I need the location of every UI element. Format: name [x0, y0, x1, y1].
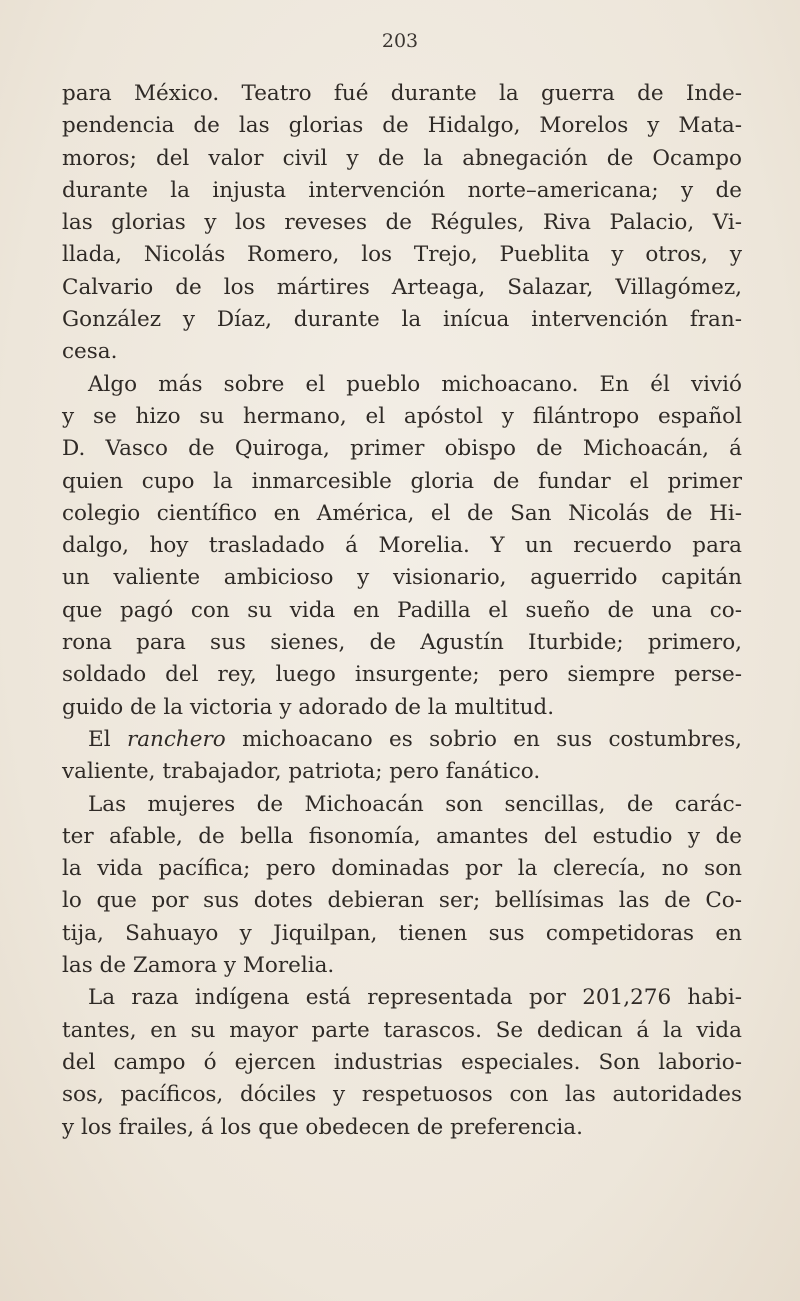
- text-line: para México. Teatro fué durante la guerra de Inde-: [62, 81, 742, 106]
- text-line: durante la injusta intervención norte–americana; y de: [62, 177, 742, 203]
- text-line: quien cupo la inmarcesible gloria de fundar el primer: [62, 468, 742, 494]
- text-line: la vida pacífica; pero dominadas por la clerecía, no son: [62, 856, 742, 882]
- text-line: colegio científico en América, el de San Nicolás de Hi-: [62, 500, 742, 526]
- text-line: y se hizo su hermano, el apóstol y filántropo español: [62, 403, 742, 429]
- text-line: guido de la victoria y adorado de la multitud.: [62, 694, 555, 720]
- text-line: tantes, en su mayor parte tarascos. Se dedican á la vida: [62, 1017, 742, 1043]
- text-line: que pagó con su vida en Padilla el sueño de una co-: [62, 597, 742, 623]
- text-line: y los frailes, á los que obedecen de preferencia.: [62, 1114, 583, 1140]
- text-line: moros; del valor civil y de la abnegación de Ocampo: [62, 145, 742, 171]
- text-line: Calvario de los mártires Arteaga, Salazar, Villagómez,: [62, 274, 742, 300]
- text-line: un valiente ambicioso y visionario, aguerrido capitán: [62, 565, 742, 591]
- text-line: ter afable, de bella fisonomía, amantes del estudio y de: [62, 823, 742, 849]
- italic-term: ranchero: [126, 726, 226, 752]
- text-fragment: El: [88, 726, 111, 752]
- text-line: soldado del rey, luego insurgente; pero siempre perse-: [62, 662, 742, 688]
- text-line: [62, 724, 742, 756]
- text-line: D. Vasco de Quiroga, primer obispo de Michoacán, á: [62, 436, 742, 462]
- text-fragment: michoacano es sobrio en sus costumbres,: [242, 726, 742, 752]
- text-line: del campo ó ejercen industrias especiales. Son laborio-: [62, 1049, 742, 1075]
- text-line: llada, Nicolás Romero, los Trejo, Pueblita y otros, y: [62, 242, 742, 268]
- text-line: Las mujeres de Michoacán son sencillas, de carác-: [88, 791, 742, 817]
- text-line: Algo más sobre el pueblo michoacano. En él vivió: [88, 371, 742, 397]
- text-line: lo que por sus dotes debieran ser; bellísimas las de Co-: [62, 888, 742, 914]
- text-line: La raza indígena está representada por 201,276 habi-: [88, 985, 742, 1011]
- text-line: pendencia de las glorias de Hidalgo, Morelos y Mata-: [62, 113, 742, 139]
- text-line: dalgo, hoy trasladado á Morelia. Y un recuerdo para: [62, 533, 742, 559]
- text-line: sos, pacíficos, dóciles y respetuosos con las autoridades: [62, 1082, 742, 1108]
- page-number: 203: [381, 30, 419, 52]
- text-line: las glorias y los reveses de Régules, Riva Palacio, Vi-: [62, 210, 742, 236]
- text-line: rona para sus sienes, de Agustín Iturbide; primero,: [62, 630, 742, 656]
- text-line: cesa.: [62, 339, 118, 365]
- text-line: valiente, trabajador, patriota; pero fanático.: [62, 759, 541, 785]
- text-line: las de Zamora y Morelia.: [62, 953, 335, 979]
- text-line: González y Díaz, durante la inícua intervención fran-: [62, 307, 742, 333]
- text-line: tija, Sahuayo y Jiquilpan, tienen sus competidoras en: [62, 920, 742, 946]
- body-text: [62, 78, 742, 1144]
